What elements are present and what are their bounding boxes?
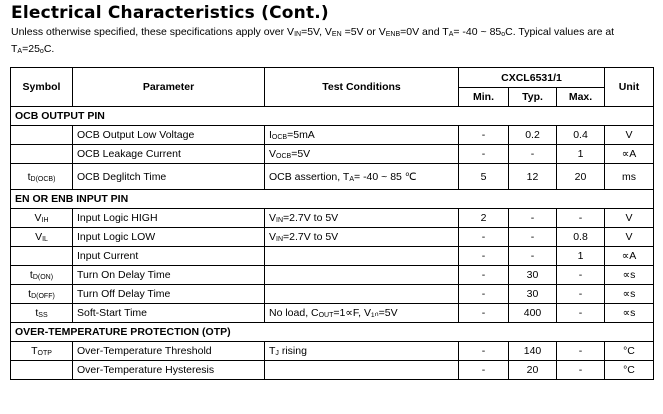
parameter-cell [73, 342, 265, 361]
parameter-cell [73, 285, 265, 304]
typ-value-cell: 30 [509, 266, 557, 285]
table-row [11, 342, 654, 361]
parameter-text: Soft-Start Time [77, 307, 148, 319]
max-value-cell: - [557, 342, 605, 361]
header-parameter: Parameter [73, 68, 265, 107]
condition-text: I [269, 129, 272, 141]
header-min: Min. [459, 88, 509, 107]
parameter-text: OCB Deglitch Time [77, 170, 167, 183]
symbol-cell [11, 342, 73, 361]
parameter-cell [73, 266, 265, 285]
table-row [11, 361, 654, 380]
unit-cell: ∝s [605, 304, 654, 323]
page-title: Electrical Characteristics (Cont.) [11, 3, 329, 23]
condition-subscript: IN [276, 236, 284, 243]
condition-subscript: OCB [276, 153, 292, 160]
typ-value-cell: - [509, 247, 557, 266]
parameter-text: Input Current [77, 250, 139, 262]
typ-value-cell: - [509, 145, 557, 164]
unit-cell: V [605, 209, 654, 228]
parameter-cell [73, 361, 265, 380]
section-title: EN OR ENB INPUT PIN [11, 190, 654, 209]
symbol-cell [11, 304, 73, 323]
symbol-subscript: IH [41, 217, 49, 224]
table-row [11, 228, 654, 247]
symbol-text: V [35, 231, 43, 243]
parameter-cell [73, 164, 265, 190]
min-value-cell: - [459, 304, 509, 323]
test-condition-cell [265, 266, 459, 285]
unit-cell: °C [605, 342, 654, 361]
section-title: OVER-TEMPERATURE PROTECTION (OTP) [11, 323, 654, 342]
section-header-row [11, 190, 654, 209]
header-max: Max. [557, 88, 605, 107]
condition-text: V [269, 231, 277, 243]
condition-text-rest: = -40 ~ 85 ℃ [354, 170, 417, 183]
min-value-cell: - [459, 266, 509, 285]
section-header-row [11, 323, 654, 342]
test-condition-cell [265, 228, 459, 247]
symbol-cell [11, 126, 73, 145]
unit-cell: ms [605, 164, 654, 190]
table-row [11, 145, 654, 164]
typ-value-cell: 0.2 [509, 126, 557, 145]
max-value-cell: 0.4 [557, 126, 605, 145]
symbol-cell [11, 285, 73, 304]
condition-subscript: OUT [318, 312, 334, 319]
symbol-text: t [35, 307, 39, 319]
typ-value-cell: - [509, 209, 557, 228]
parameter-text: Over-Temperature Hysteresis [77, 364, 215, 376]
condition-text: OCB assertion, T [269, 170, 350, 183]
max-value-cell: 1 [557, 247, 605, 266]
symbol-cell [11, 361, 73, 380]
unit-cell: V [605, 126, 654, 145]
test-condition-cell [265, 126, 459, 145]
table-row [11, 304, 654, 323]
section-header-row [11, 107, 654, 126]
typ-value-cell: 20 [509, 361, 557, 380]
unit-cell: °C [605, 361, 654, 380]
symbol-cell [11, 247, 73, 266]
test-condition-cell [265, 209, 459, 228]
min-value-cell: - [459, 361, 509, 380]
test-condition-cell [265, 342, 459, 361]
parameter-text: OCB Leakage Current [77, 148, 181, 160]
min-value-cell: - [459, 285, 509, 304]
test-condition-cell [265, 247, 459, 266]
table-row [11, 164, 654, 190]
parameter-cell [73, 304, 265, 323]
condition-subscript: IN [276, 217, 284, 224]
unit-cell: ∝A [605, 247, 654, 266]
parameter-text: Turn On Delay Time [77, 269, 171, 281]
test-condition-cell [265, 361, 459, 380]
header-symbol: Symbol [11, 68, 73, 107]
condition-text: No load, C [269, 307, 319, 319]
section-title: OCB OUTPUT PIN [11, 107, 654, 126]
header-unit: Unit [605, 68, 654, 107]
symbol-cell [11, 164, 73, 190]
min-value-cell: 5 [459, 164, 509, 190]
symbol-text: t [27, 170, 31, 183]
parameter-text: Input Logic LOW [77, 231, 156, 243]
condition-subscript: A [349, 175, 355, 183]
typ-value-cell: 30 [509, 285, 557, 304]
symbol-text: T [31, 345, 38, 357]
test-condition-cell [265, 285, 459, 304]
condition-text-rest: =5mA [287, 129, 315, 141]
max-value-cell: - [557, 285, 605, 304]
min-value-cell: 2 [459, 209, 509, 228]
header-typ: Typ. [509, 88, 557, 107]
symbol-subscript: SS [38, 312, 48, 319]
condition-text-rest: =1∝F, V₁ₙ=5V [333, 307, 398, 319]
max-value-cell: - [557, 209, 605, 228]
parameter-cell [73, 228, 265, 247]
min-value-cell: - [459, 228, 509, 247]
symbol-subscript: D(OFF) [31, 293, 55, 300]
table-row [11, 247, 654, 266]
condition-subscript: OCB [271, 134, 288, 141]
condition-text-rest: =2.7V to 5V [283, 231, 339, 243]
min-value-cell: - [459, 342, 509, 361]
min-value-cell: - [459, 247, 509, 266]
condition-text-rest: =2.7V to 5V [283, 212, 339, 224]
table-row [11, 126, 654, 145]
symbol-text: V [34, 212, 42, 224]
max-value-cell: - [557, 304, 605, 323]
unit-cell: V [605, 228, 654, 247]
typ-value-cell: - [509, 228, 557, 247]
typ-value-cell: 140 [509, 342, 557, 361]
parameter-text: Turn Off Delay Time [77, 288, 171, 300]
symbol-subscript: D(ON) [32, 274, 54, 281]
table-row [11, 266, 654, 285]
min-value-cell: - [459, 145, 509, 164]
electrical-characteristics-table [10, 67, 654, 380]
test-condition-cell [265, 304, 459, 323]
max-value-cell: - [557, 361, 605, 380]
condition-text: V [269, 148, 277, 160]
condition-text: T [269, 345, 276, 357]
parameter-cell [73, 145, 265, 164]
header-test-conditions: Test Conditions [265, 68, 459, 107]
min-value-cell: - [459, 126, 509, 145]
symbol-cell [11, 266, 73, 285]
test-condition-cell [265, 164, 459, 190]
parameter-cell [73, 247, 265, 266]
symbol-text: t [29, 269, 33, 281]
condition-text: V [269, 212, 277, 224]
table-row [11, 285, 654, 304]
table-row [11, 209, 654, 228]
condition-subscript: J [275, 350, 279, 357]
symbol-cell [11, 228, 73, 247]
test-condition-cell [265, 145, 459, 164]
symbol-cell [11, 209, 73, 228]
header-part-number: CXCL6531/1 [459, 68, 605, 88]
typ-value-cell: 12 [509, 164, 557, 190]
condition-text-rest: rising [278, 345, 307, 357]
parameter-text: OCB Output Low Voltage [77, 129, 195, 141]
max-value-cell: 1 [557, 145, 605, 164]
unit-cell: ∝s [605, 285, 654, 304]
condition-text-rest: =5V [291, 148, 311, 160]
symbol-cell [11, 145, 73, 164]
table-body [11, 107, 654, 380]
symbol-text: t [28, 288, 32, 300]
unit-cell: ∝s [605, 266, 654, 285]
conditions-note: Unless otherwise specified, these specifications apply over VIN=5V, VEN =5V or VENB=0V and TA= -40 ~ 85oC. Typical values are at TA=25oC. [11, 26, 615, 55]
parameter-text: Input Logic HIGH [77, 212, 158, 224]
parameter-cell [73, 209, 265, 228]
symbol-subscript: OTP [37, 350, 52, 357]
max-value-cell: - [557, 266, 605, 285]
symbol-subscript: D(OCB) [30, 175, 56, 183]
max-value-cell: 0.8 [557, 228, 605, 247]
unit-cell: ∝A [605, 145, 654, 164]
max-value-cell: 20 [557, 164, 605, 190]
parameter-cell [73, 126, 265, 145]
symbol-subscript: IL [42, 236, 48, 243]
typ-value-cell: 400 [509, 304, 557, 323]
parameter-text: Over-Temperature Threshold [77, 345, 212, 357]
